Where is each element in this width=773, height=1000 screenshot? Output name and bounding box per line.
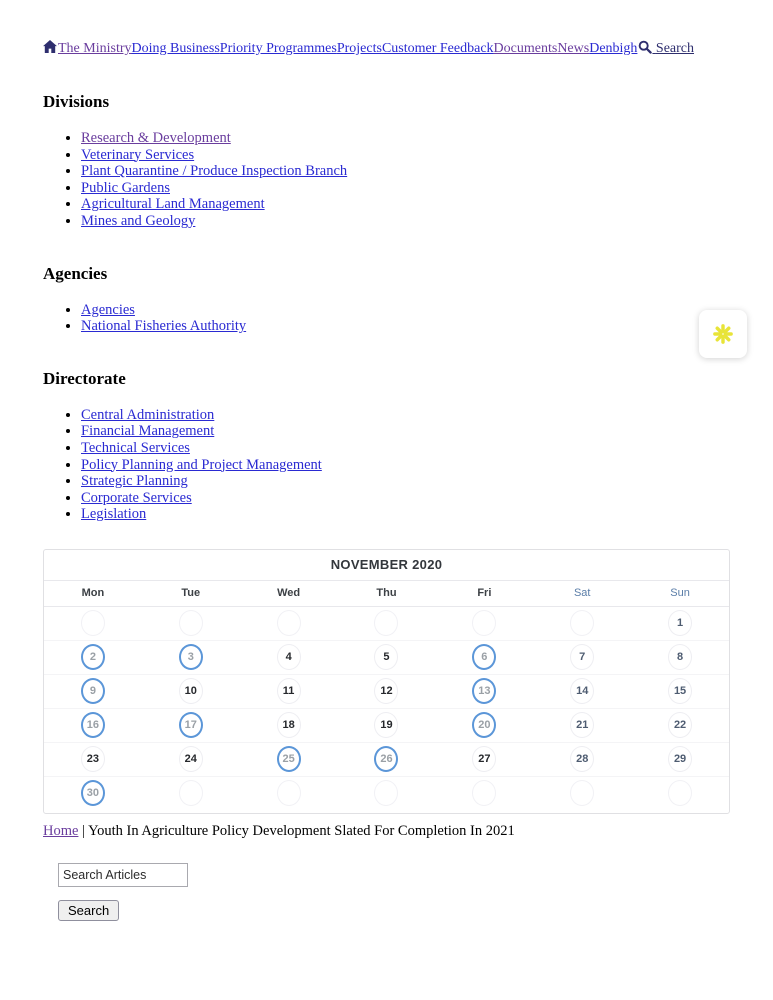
- section-agencies: [43, 264, 730, 335]
- link-policy-planning-and-project-management[interactable]: Policy Planning and Project Management: [81, 456, 322, 473]
- day-circle: 10: [179, 678, 203, 704]
- day-circle: [472, 780, 496, 806]
- list-item: [81, 473, 730, 490]
- asterisk-icon: [708, 319, 738, 349]
- calendar-empty-cell: [435, 607, 533, 640]
- section-title: Divisions: [43, 92, 110, 111]
- list-item: [81, 440, 730, 457]
- day-circle: 1: [668, 610, 692, 636]
- calendar-day-28: [533, 742, 631, 776]
- day-circle: 22: [668, 712, 692, 738]
- directorate-list: [43, 407, 730, 523]
- calendar-empty-cell: [631, 776, 729, 810]
- calendar-day-20[interactable]: [435, 708, 533, 742]
- calendar-day-8: [631, 640, 729, 674]
- calendar-empty-cell: [533, 776, 631, 810]
- list-item: [81, 407, 730, 424]
- calendar-grid: [44, 607, 729, 813]
- calendar-day-13[interactable]: [435, 674, 533, 708]
- calendar-weekday-mon: Mon: [81, 587, 105, 600]
- calendar-day-15: [631, 674, 729, 708]
- day-circle: 21: [570, 712, 594, 738]
- calendar-day-5: [338, 640, 436, 674]
- day-circle: 23: [81, 746, 105, 772]
- link-financial-management[interactable]: Financial Management: [81, 423, 215, 440]
- nav-link-news[interactable]: News: [557, 41, 590, 56]
- event-day-circle[interactable]: 20: [472, 712, 496, 738]
- divisions-list: [43, 130, 730, 230]
- link-legislation[interactable]: Legislation: [81, 506, 147, 523]
- event-day-circle[interactable]: 16: [81, 712, 105, 738]
- calendar-day-23: [44, 742, 142, 776]
- day-circle: 19: [374, 712, 398, 738]
- list-item: [81, 180, 730, 197]
- list-item: [81, 163, 730, 180]
- list-item: [81, 457, 730, 474]
- list-item: [81, 130, 730, 147]
- calendar-day-6[interactable]: [435, 640, 533, 674]
- list-item: [81, 318, 730, 335]
- calendar-day-4: [240, 640, 338, 674]
- section-title: Directorate: [43, 368, 126, 388]
- list-item: [81, 302, 730, 319]
- top-navigation: [43, 40, 730, 58]
- day-circle: 12: [374, 678, 398, 704]
- calendar-day-17[interactable]: [142, 708, 240, 742]
- link-research-development[interactable]: Research & Development: [81, 130, 231, 146]
- nav-link-denbigh[interactable]: Denbigh: [589, 41, 638, 56]
- list-item: [81, 147, 730, 164]
- list-item: [81, 490, 730, 507]
- section-directorate: [43, 369, 730, 523]
- event-day-circle[interactable]: 3: [179, 644, 203, 670]
- nav-search-label: Search: [655, 41, 695, 56]
- calendar-day-14: [533, 674, 631, 708]
- link-agricultural-land-management[interactable]: Agricultural Land Management: [81, 196, 265, 213]
- day-circle: 28: [570, 746, 594, 772]
- day-circle: 5: [374, 644, 398, 670]
- day-circle: [570, 780, 594, 806]
- day-circle: 11: [277, 678, 301, 704]
- event-day-circle[interactable]: 25: [277, 746, 301, 772]
- nav-link-priority-programmes[interactable]: Priority Programmes: [219, 41, 337, 56]
- home-icon: [43, 40, 57, 58]
- day-circle: [277, 780, 301, 806]
- day-circle: 15: [668, 678, 692, 704]
- day-circle: 7: [570, 644, 594, 670]
- event-day-circle[interactable]: 6: [472, 644, 496, 670]
- calendar-day-19: [338, 708, 436, 742]
- calendar-empty-cell: [338, 607, 436, 640]
- calendar-day-25[interactable]: [240, 742, 338, 776]
- list-item: [81, 506, 730, 523]
- day-circle: [472, 610, 496, 636]
- event-day-circle[interactable]: 13: [472, 678, 496, 704]
- page-title: Youth In Agriculture Policy Development Slated For Completion In 2021: [88, 822, 515, 839]
- day-circle: 14: [570, 678, 594, 704]
- calendar-empty-cell: [240, 607, 338, 640]
- events-calendar: [43, 549, 730, 814]
- day-circle: [374, 780, 398, 806]
- section-divisions: [43, 92, 730, 230]
- calendar-weekday-thu: Thu: [376, 587, 397, 600]
- calendar-day-30[interactable]: [44, 776, 142, 810]
- calendar-weekday-wed: Wed: [277, 587, 301, 600]
- day-circle: 18: [277, 712, 301, 738]
- calendar-weekday-tue: Tue: [181, 587, 201, 600]
- link-public-gardens[interactable]: Public Gardens: [81, 179, 170, 196]
- calendar-month-title: NOVEMBER 2020: [44, 550, 729, 581]
- nav-link-the-ministry[interactable]: The Ministry: [58, 41, 132, 56]
- calendar-day-16[interactable]: [44, 708, 142, 742]
- list-item: [81, 423, 730, 440]
- event-day-circle[interactable]: 9: [81, 678, 105, 704]
- calendar-day-12: [338, 674, 436, 708]
- link-national-fisheries-authority[interactable]: National Fisheries Authority: [81, 318, 247, 335]
- link-corporate-services[interactable]: Corporate Services: [81, 489, 192, 506]
- day-circle: 27: [472, 746, 496, 772]
- search-icon: [638, 40, 652, 54]
- calendar-empty-cell: [338, 776, 436, 810]
- search-button[interactable]: Search: [58, 900, 119, 921]
- day-circle: 29: [668, 746, 692, 772]
- nav-link-documents[interactable]: Documents: [493, 41, 558, 56]
- calendar-day-29: [631, 742, 729, 776]
- day-circle: [570, 610, 594, 636]
- calendar-day-10: [142, 674, 240, 708]
- day-circle: [277, 610, 301, 636]
- calendar-day-26[interactable]: [338, 742, 436, 776]
- calendar-empty-cell: [142, 607, 240, 640]
- day-circle: [374, 610, 398, 636]
- calendar-empty-cell: [44, 607, 142, 640]
- nav-link-doing-business[interactable]: Doing Business: [131, 41, 220, 56]
- day-circle: [81, 610, 105, 636]
- calendar-day-18: [240, 708, 338, 742]
- calendar-day-9[interactable]: [44, 674, 142, 708]
- calendar-weekday-sat: Sat: [573, 587, 591, 600]
- day-circle: [668, 780, 692, 806]
- day-circle: 8: [668, 644, 692, 670]
- calendar-day-24: [142, 742, 240, 776]
- calendar-weekday-header: [44, 581, 729, 607]
- calendar-day-1: [631, 607, 729, 640]
- link-central-administration[interactable]: Central Administration: [81, 406, 215, 423]
- calendar-empty-cell: [240, 776, 338, 810]
- nav-search-link[interactable]: [637, 41, 694, 56]
- calendar-empty-cell: [142, 776, 240, 810]
- breadcrumb-home-link[interactable]: Home: [43, 822, 79, 839]
- calendar-day-11: [240, 674, 338, 708]
- agencies-list: [43, 302, 730, 335]
- calendar-day-27: [435, 742, 533, 776]
- calendar-day-3[interactable]: [142, 640, 240, 674]
- link-plant-quarantine-produce-inspection-branch[interactable]: Plant Quarantine / Produce Inspection Branch: [81, 163, 348, 180]
- event-day-circle[interactable]: 17: [179, 712, 203, 738]
- calendar-empty-cell: [533, 607, 631, 640]
- calendar-day-7: [533, 640, 631, 674]
- search-articles-input[interactable]: [58, 863, 188, 887]
- calendar-weekday-fri: Fri: [477, 587, 492, 600]
- calendar-weekday-sun: Sun: [670, 587, 690, 600]
- day-circle: [179, 610, 203, 636]
- link-veterinary-services[interactable]: Veterinary Services: [81, 146, 195, 163]
- link-strategic-planning[interactable]: Strategic Planning: [81, 473, 188, 490]
- section-title: Agencies: [43, 263, 108, 283]
- link-technical-services[interactable]: Technical Services: [81, 439, 190, 456]
- day-circle: [179, 780, 203, 806]
- link-agencies[interactable]: Agencies: [81, 301, 135, 318]
- calendar-day-21: [533, 708, 631, 742]
- calendar-day-22: [631, 708, 729, 742]
- day-circle: 24: [179, 746, 203, 772]
- breadcrumb-separator: |: [82, 822, 85, 839]
- calendar-day-2[interactable]: [44, 640, 142, 674]
- link-mines-and-geology[interactable]: Mines and Geology: [81, 212, 196, 229]
- calendar-empty-cell: [435, 776, 533, 810]
- event-day-circle[interactable]: 2: [81, 644, 105, 670]
- nav-home-link[interactable]: [43, 41, 58, 56]
- nav-link-projects[interactable]: Projects: [336, 41, 382, 56]
- breadcrumb: [43, 823, 730, 840]
- event-day-circle[interactable]: 30: [81, 780, 105, 806]
- day-circle: 4: [277, 644, 301, 670]
- nav-link-customer-feedback[interactable]: Customer Feedback: [381, 41, 494, 56]
- list-item: [81, 196, 730, 213]
- event-day-circle[interactable]: 26: [374, 746, 398, 772]
- list-item: [81, 213, 730, 230]
- accessibility-widget-button[interactable]: [699, 310, 747, 358]
